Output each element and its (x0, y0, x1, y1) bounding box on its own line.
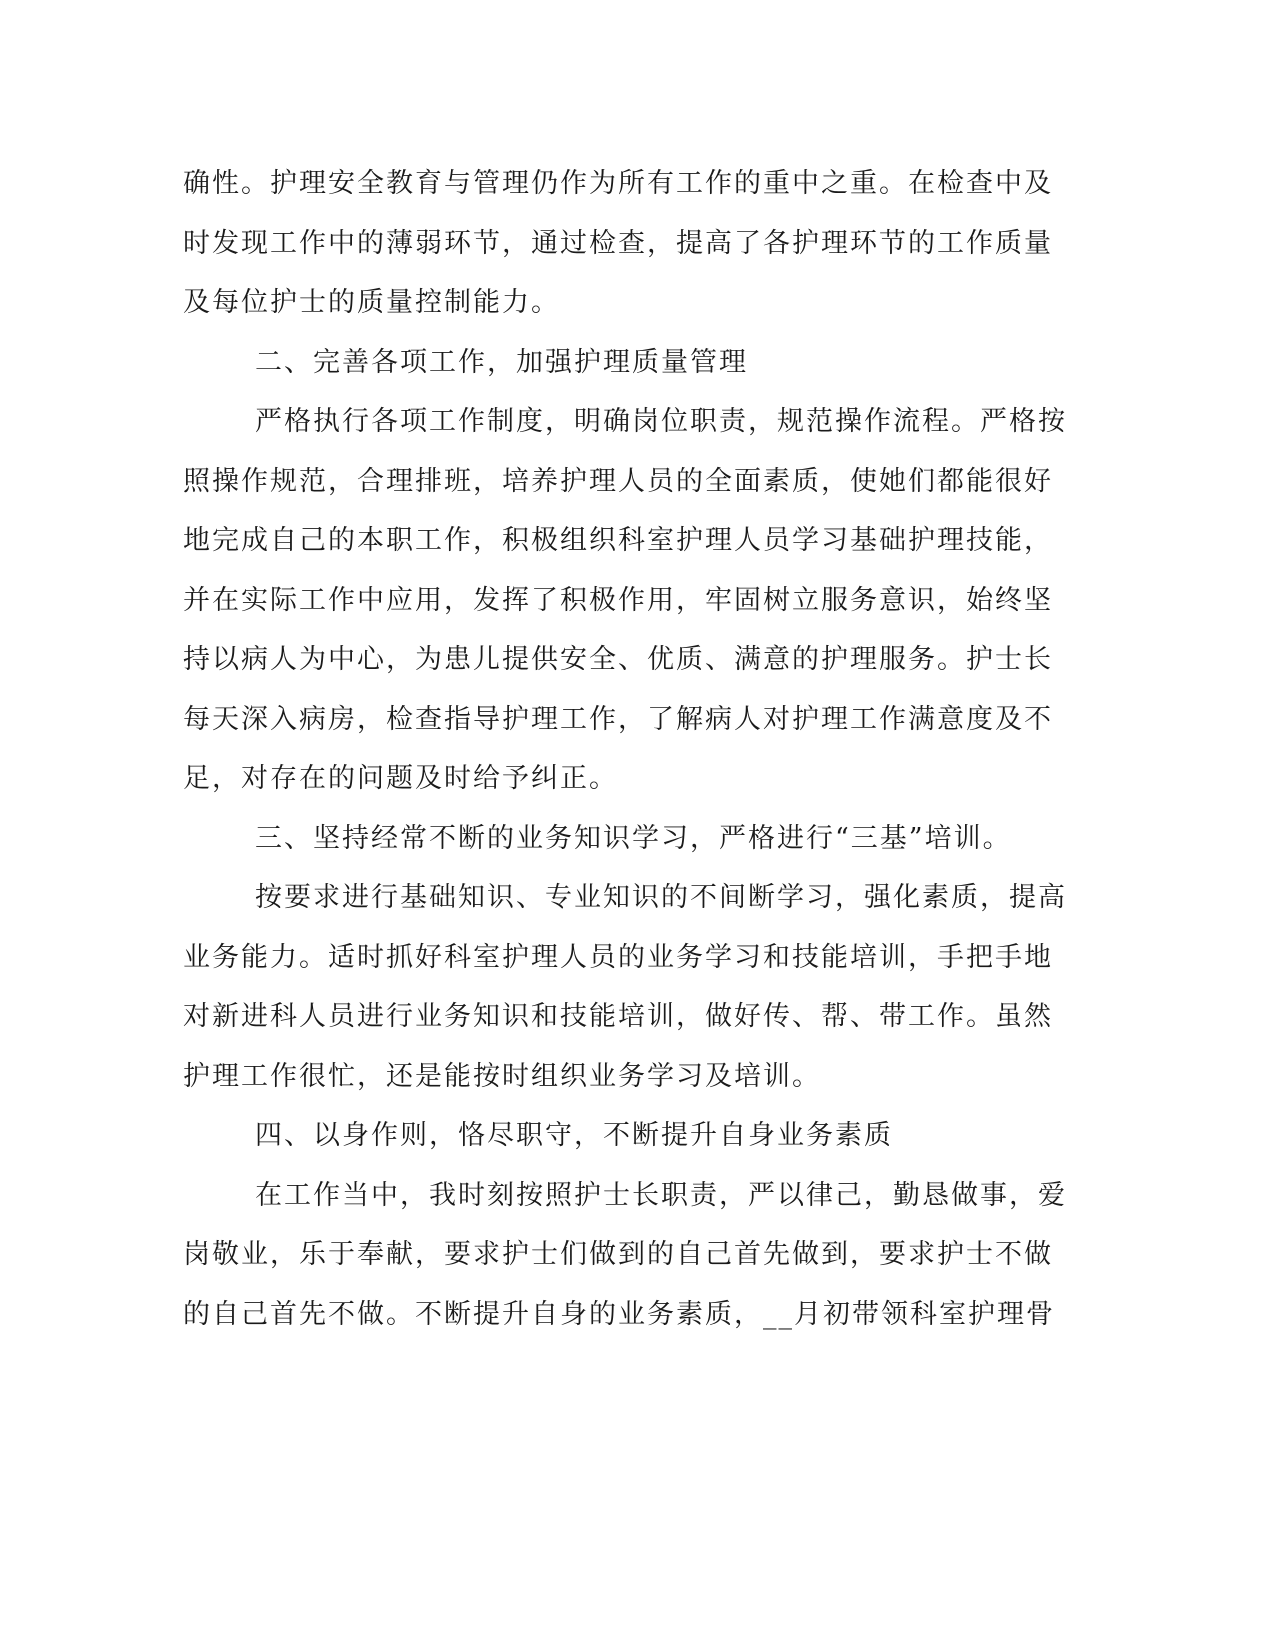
text-line: 按要求进行基础知识、专业知识的不间断学习，强化素质，提高 (255, 882, 1067, 913)
text-line: 的自己首先不做。不断提升自身的业务素质，__月初带领科室护理骨 (183, 1298, 1055, 1330)
text-line: 照操作规范，合理排班，培养护理人员的全面素质，使她们都能很好 (183, 465, 1053, 497)
paragraph-continued (183, 154, 1053, 333)
section-heading-3: 三、坚持经常不断的业务知识学习，严格进行“三基”培训。 (255, 822, 1012, 854)
text-line: 在工作当中，我时刻按照护士长职责，严以律己，勤恳做事，爱 (255, 1179, 1067, 1211)
text-line: 持以病人为中心，为患儿提供安全、优质、满意的护理服务。护士长 (183, 644, 1053, 675)
section-heading-4: 四、以身作则，恪尽职守，不断提升自身业务素质 (255, 1120, 893, 1151)
document-body (183, 154, 1067, 1344)
text-line: 足，对存在的问题及时给予纠正。 (183, 763, 618, 794)
text-line: 及每位护士的质量控制能力。 (183, 287, 560, 318)
text-line: 地完成自己的本职工作，积极组织科室护理人员学习基础护理技能， (183, 525, 1053, 556)
text-line: 并在实际工作中应用，发挥了积极作用，牢固树立服务意识，始终坚 (183, 584, 1053, 616)
text-line: 业务能力。适时抓好科室护理人员的业务学习和技能培训，手把手地 (183, 941, 1053, 973)
text-line: 严格执行各项工作制度，明确岗位职责，规范操作流程。严格按 (255, 406, 1067, 437)
text-line: 时发现工作中的薄弱环节，通过检查，提高了各护理环节的工作质量 (183, 227, 1053, 259)
paragraph-section-3 (183, 868, 1067, 1106)
text-line: 确性。护理安全教育与管理仍作为所有工作的重中之重。在检查中及 (183, 168, 1053, 199)
text-line: 护理工作很忙，还是能按时组织业务学习及培训。 (183, 1060, 821, 1092)
text-line: 岗敬业，乐于奉献，要求护士们做到的自己首先做到，要求护士不做 (183, 1239, 1053, 1270)
text-line: 每天深入病房，检查指导护理工作，了解病人对护理工作满意度及不 (183, 703, 1053, 735)
section-heading-2: 二、完善各项工作，加强护理质量管理 (255, 346, 748, 378)
paragraph-section-2 (183, 392, 1067, 809)
paragraph-section-4 (183, 1166, 1067, 1345)
text-line: 对新进科人员进行业务知识和技能培训，做好传、帮、带工作。虽然 (183, 1001, 1053, 1032)
